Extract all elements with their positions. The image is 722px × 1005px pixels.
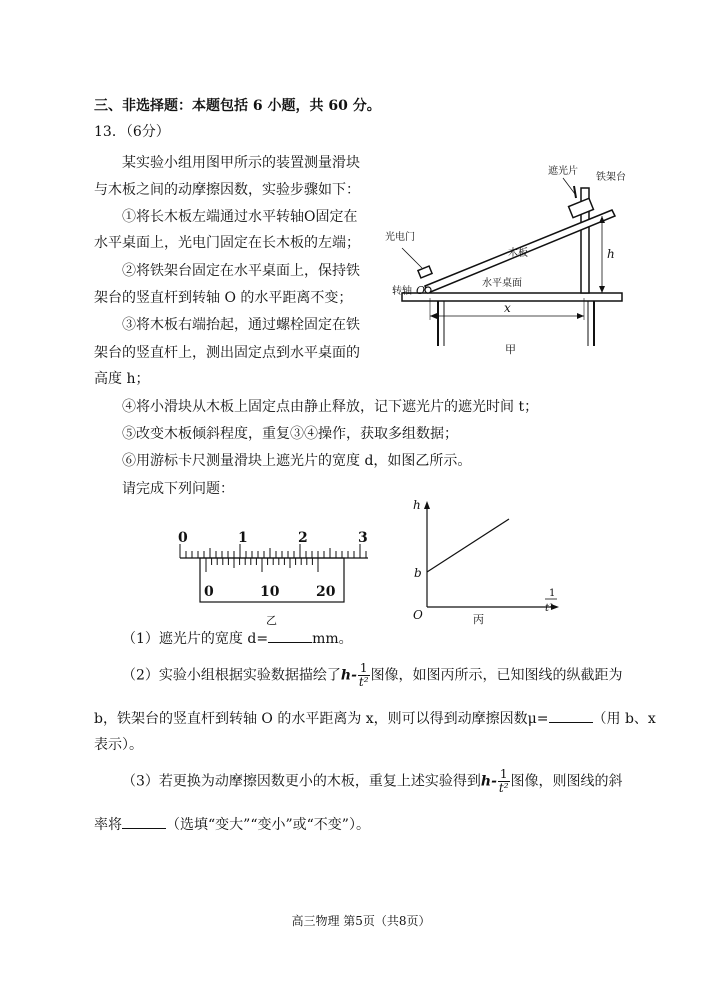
q3-text-a: （3）若更换为动摩擦因数更小的木板，重复上述实验得到 — [122, 773, 481, 790]
vernier-label-10: 10 — [260, 584, 280, 600]
prompt-text: 请完成下列问题： — [122, 481, 234, 497]
label-board: 木板 — [508, 248, 528, 259]
y-axis-label: h — [413, 498, 421, 512]
vernier-label-20: 20 — [316, 584, 336, 600]
q2-text-b: 图像，如图丙所示，已知图线的纵截距为 — [370, 667, 623, 684]
step-3-line-2: 架台的竖直杆上，测出固定点到水平桌面的 — [94, 345, 360, 361]
q3-fraction: $\frac{1}{\text{t²}}$ — [498, 767, 509, 795]
q2-fraction: $\frac{1}{\text{t²}}$ — [358, 661, 369, 689]
label-shade: 遮光片 — [548, 166, 578, 177]
question-3-line-2 — [94, 814, 370, 835]
main-label-0: 0 — [178, 530, 188, 546]
origin-label: O — [413, 608, 423, 622]
figure-bing-caption: 丙 — [473, 613, 484, 626]
question-3-line-1 — [122, 768, 623, 795]
graph-line — [427, 519, 509, 572]
figure-bing-graph — [405, 495, 575, 635]
q3-line2-tail: （选填“变大”“变小”或“不变”）。 — [166, 817, 370, 833]
step-2-line-1: ②将铁架台固定在水平桌面上，保持铁 — [122, 263, 360, 279]
question-number: 13．（6分） — [94, 124, 170, 140]
main-label-2: 2 — [298, 530, 308, 546]
question-2-line-3: 表示）。 — [94, 737, 143, 753]
question-2-line-1 — [122, 662, 623, 689]
step-5: ⑤改变木板倾斜程度，重复③④操作，获取多组数据； — [122, 426, 458, 442]
q3-line2-text: 率将 — [94, 817, 122, 833]
q2-answer-blank[interactable] — [549, 708, 593, 723]
photo-gate — [418, 266, 432, 278]
question-1 — [122, 628, 353, 649]
section-title: 三、非选择题：本题包括 6 小题，共 60 分。 — [94, 98, 381, 114]
label-table: 水平桌面 — [482, 278, 522, 289]
pivot-O — [425, 287, 431, 293]
step-4: ④将小滑块从木板上固定点由静止释放，记下遮光片的遮光时间 t； — [122, 399, 539, 415]
label-x: x — [504, 301, 511, 315]
q1-answer-blank[interactable] — [268, 628, 312, 643]
intro-line-1: 某实验小组用图甲所示的装置测量滑块 — [122, 155, 360, 171]
step-1-line-2: 水平桌面上，光电门固定在长木板的左端； — [94, 235, 360, 251]
x-axis-label-den: t² — [545, 603, 554, 614]
label-gate: 光电门 — [385, 232, 415, 243]
page-footer: 高三物理 第5页（共8页） — [291, 914, 431, 928]
q3-h: h- — [480, 773, 497, 790]
q1-text: （1）遮光片的宽度 d= — [122, 631, 269, 647]
figure-jia-apparatus — [380, 160, 630, 360]
intro-line-2: 与木板之间的动摩擦因数，实验步骤如下： — [94, 182, 360, 198]
q2-h: h- — [340, 667, 357, 684]
intercept-label: b — [414, 566, 422, 580]
figure-jia-caption: 甲 — [505, 343, 516, 356]
step-1-line-1: ①将长木板左端通过水平转轴O固定在 — [122, 209, 358, 225]
q2-line2-tail: （用 b、x — [592, 711, 656, 727]
label-O: O — [416, 284, 426, 297]
step-3-line-1: ③将木板右端抬起，通过螺栓固定在铁 — [122, 317, 360, 333]
label-h: h — [607, 247, 615, 261]
q1-unit: mm。 — [312, 631, 353, 647]
figure-yi-vernier — [168, 520, 383, 635]
step-6: ⑥用游标卡尺测量滑块上遮光片的宽度 d，如图乙所示。 — [122, 453, 472, 469]
q2-text-a: （2）实验小组根据实验数据描绘了 — [122, 667, 341, 684]
q2-line2-text: b，铁架台的竖直杆到转轴 O 的水平距离为 x，则可以得到动摩擦因数μ= — [94, 711, 549, 727]
step-3-line-3: 高度 h； — [94, 371, 150, 387]
main-scale — [180, 544, 368, 558]
question-2-line-2 — [94, 708, 656, 729]
shade-plate — [574, 186, 576, 198]
main-label-3: 3 — [358, 530, 368, 546]
x-axis-label-num: 1 — [549, 588, 556, 599]
table-top — [402, 293, 622, 301]
vernier-label-0: 0 — [204, 584, 214, 600]
q3-answer-blank[interactable] — [122, 814, 166, 829]
q3-text-b: 图像，则图线的斜 — [510, 773, 623, 790]
step-2-line-2: 架台的竖直杆到转轴 O 的水平距离不变； — [94, 290, 353, 306]
label-axis: 转轴 — [392, 286, 412, 297]
label-stand: 铁架台 — [596, 172, 626, 183]
figure-yi-caption: 乙 — [266, 614, 277, 627]
main-label-1: 1 — [238, 530, 248, 546]
